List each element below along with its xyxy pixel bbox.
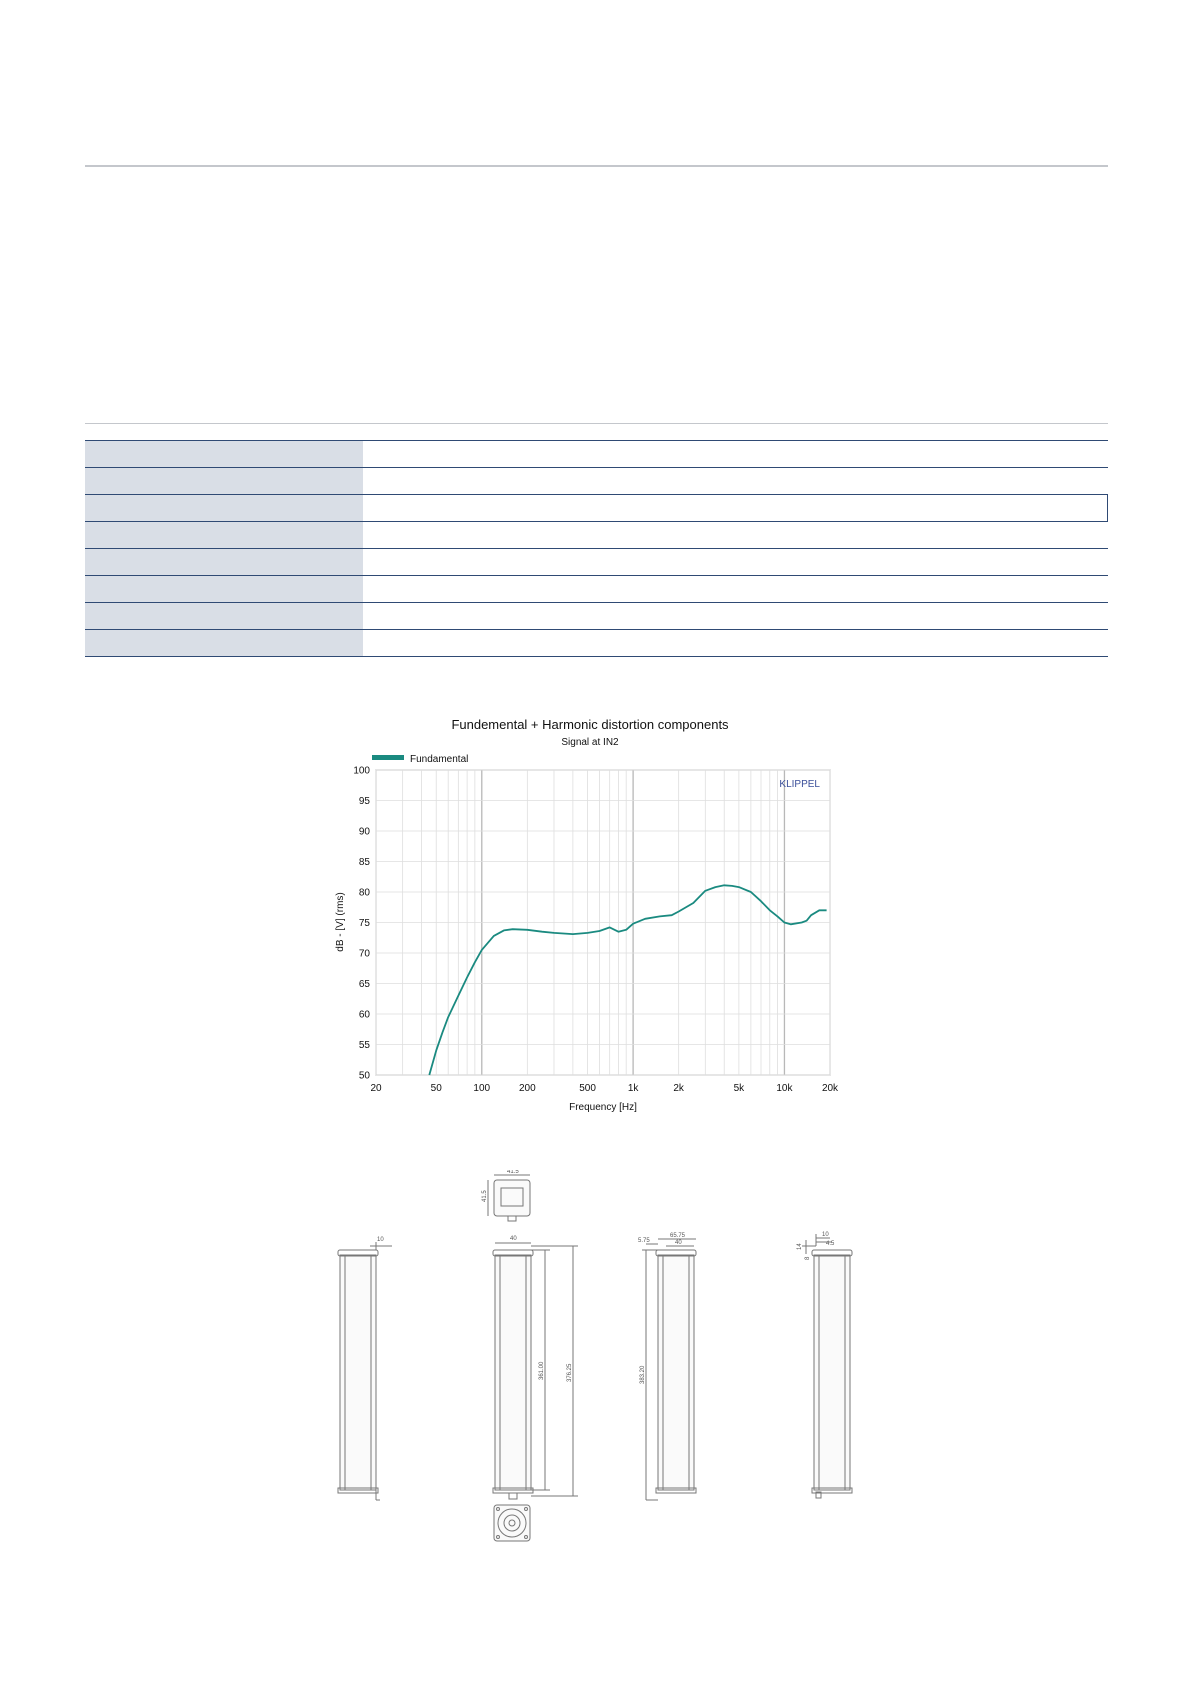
x-axis-ticks [370, 1083, 839, 1094]
table-row [85, 440, 1108, 468]
spec-label [85, 522, 363, 548]
spec-label [85, 441, 363, 467]
spec-label [85, 630, 363, 656]
dim-label: 10 [822, 1232, 829, 1238]
y-tick-label: 55 [358, 1040, 370, 1051]
dim-label: 14 [797, 1243, 803, 1250]
chart-watermark: KLIPPEL [779, 779, 820, 790]
spec-value [363, 522, 1108, 548]
x-axis-label: Frequency [Hz] [569, 1102, 637, 1113]
legend-swatch [372, 755, 404, 760]
x-tick-label: 2k [673, 1083, 684, 1094]
table-row [85, 630, 1108, 657]
dimension-drawings [330, 1170, 870, 1550]
table-top-divider [85, 423, 1108, 424]
y-tick-label: 85 [358, 857, 370, 868]
table-row [85, 468, 1108, 495]
frequency-response-chart [330, 715, 850, 1115]
spec-value [363, 603, 1108, 629]
table-row [85, 495, 1108, 522]
x-tick-label: 5k [733, 1083, 745, 1094]
table-row [85, 549, 1108, 576]
table-row [85, 603, 1108, 630]
y-tick-label: 65 [358, 979, 370, 990]
table-row [85, 576, 1108, 603]
spec-value [363, 549, 1108, 575]
y-axis-ticks [353, 766, 370, 1082]
x-tick-label: 10k [776, 1083, 793, 1094]
dim-label: 5.75 [638, 1238, 650, 1244]
spec-label [85, 468, 363, 494]
dim-label: 40 [510, 1236, 517, 1242]
spec-table [85, 440, 1108, 657]
bottom-view [494, 1505, 530, 1541]
dim-label: 41.5 [507, 1170, 519, 1175]
dim-label: 10 [377, 1237, 384, 1243]
side-section-view [638, 1233, 696, 1500]
x-tick-label: 1k [627, 1083, 639, 1094]
dim-label: 8 [805, 1256, 811, 1260]
top-plan-view [482, 1170, 530, 1221]
chart-title: Fundemental + Harmonic distortion components [451, 717, 729, 732]
dim-label: 4.5 [826, 1241, 835, 1247]
dim-label: 40 [675, 1240, 682, 1246]
spec-value [363, 630, 1108, 656]
spec-value [363, 495, 1107, 521]
right-side-view [797, 1232, 852, 1498]
front-view [493, 1236, 578, 1499]
y-tick-label: 70 [358, 948, 370, 960]
spec-value [363, 576, 1108, 602]
y-axis-label: dB - [V] (rms) [335, 892, 346, 952]
x-tick-label: 500 [579, 1083, 596, 1094]
spec-label [85, 495, 363, 521]
y-tick-label: 50 [358, 1070, 370, 1082]
y-tick-label: 60 [358, 1009, 370, 1021]
y-tick-label: 100 [353, 765, 370, 777]
x-tick-label: 200 [518, 1083, 536, 1094]
dim-label: 376.25 [567, 1363, 573, 1382]
header-divider [85, 165, 1108, 167]
spec-label [85, 576, 363, 602]
y-tick-label: 95 [358, 796, 370, 807]
y-tick-label: 80 [358, 887, 370, 899]
table-row [85, 522, 1108, 549]
x-tick-label: 20 [370, 1083, 382, 1094]
legend-label: Fundamental [410, 754, 469, 765]
spec-label [85, 603, 363, 629]
y-tick-label: 90 [358, 826, 370, 838]
dim-label: 41.5 [482, 1190, 488, 1202]
dim-label: 65.75 [670, 1233, 686, 1239]
chart-subtitle: Signal at IN2 [561, 737, 619, 748]
x-tick-label: 100 [473, 1083, 491, 1094]
spec-label [85, 549, 363, 575]
spec-value [363, 468, 1108, 494]
left-side-view [338, 1237, 392, 1500]
y-tick-label: 75 [358, 918, 370, 929]
x-tick-label: 50 [430, 1083, 442, 1094]
x-tick-label: 20k [821, 1083, 839, 1094]
spec-value [363, 441, 1108, 467]
dim-label: 361.00 [539, 1361, 545, 1380]
dim-label: 383.20 [640, 1365, 646, 1384]
